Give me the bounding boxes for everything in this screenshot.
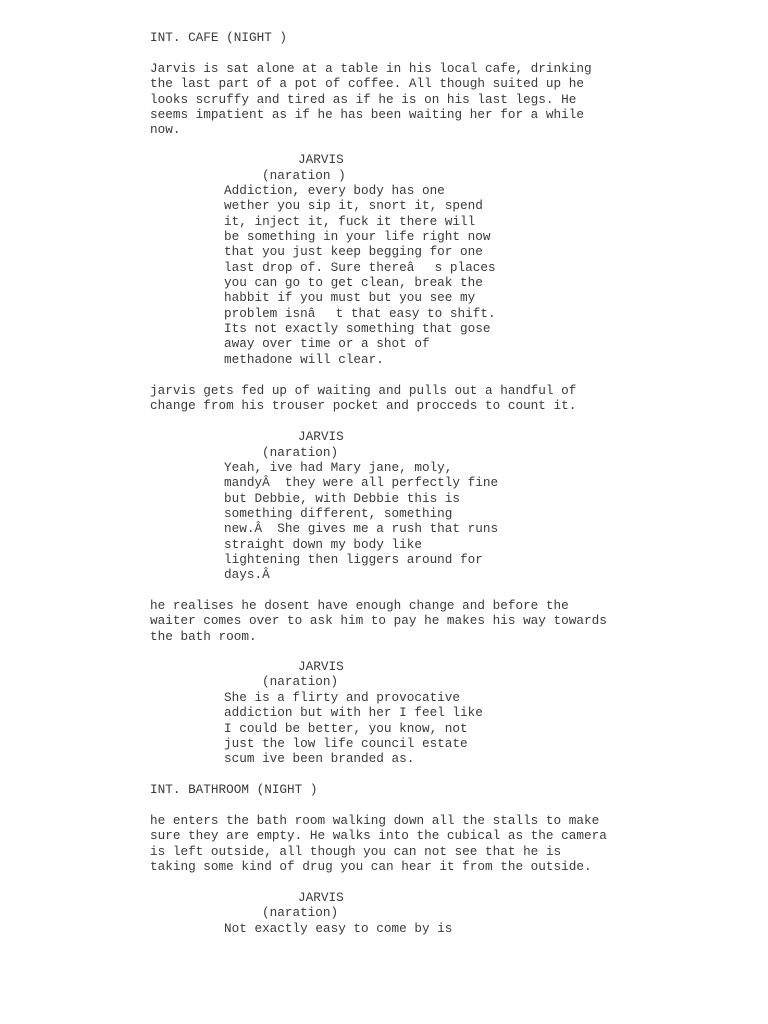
dialogue-block xyxy=(224,690,483,767)
script-line: Yeah, ive had Mary jane, moly, xyxy=(224,460,453,475)
scene-heading xyxy=(150,782,318,797)
script-line: it, inject it, fuck it there will xyxy=(224,213,476,229)
action-paragraph xyxy=(150,813,620,874)
script-line: (naration) xyxy=(262,445,339,460)
script-line: the last part of a pot of coffee. All though suited up he xyxy=(150,76,584,92)
script-line: is left outside, all though you can not see that he is xyxy=(150,843,562,859)
script-line: problem isnât that easy to shift. xyxy=(224,305,496,321)
script-line: last drop of. Sure thereâs places xyxy=(224,259,496,275)
action-paragraph xyxy=(150,61,620,138)
script-line: straight down my body like xyxy=(224,536,422,552)
script-line: you can go to get clean, break the xyxy=(224,275,483,291)
scene-heading xyxy=(150,30,287,45)
script-line: seems impatient as if he has been waiting her for a while xyxy=(150,107,584,123)
script-line: scum ive been branded as. xyxy=(224,751,415,767)
script-line: (naration) xyxy=(262,905,339,920)
script-line: (naration ) xyxy=(262,168,346,183)
script-line: I could be better, you know, not xyxy=(224,720,468,736)
script-line: Not exactly easy to come by is xyxy=(224,921,453,936)
dialogue-block xyxy=(224,183,496,367)
dialogue-block xyxy=(224,460,498,583)
script-line: looks scruffy and tired as if he is on his last legs. He xyxy=(150,91,577,107)
script-line: JARVIS xyxy=(298,890,344,905)
character-name xyxy=(298,429,344,444)
script-line: mandyÂ they were all perfectly fine xyxy=(224,475,499,491)
script-line: now. xyxy=(150,122,181,138)
character-name xyxy=(298,659,344,674)
script-line: addiction but with her I feel like xyxy=(224,705,483,721)
script-line: just the low life council estate xyxy=(224,736,468,752)
script-line: be something in your life right now xyxy=(224,229,491,245)
script-line: away over time or a shot of xyxy=(224,336,430,352)
script-line: the bath room. xyxy=(150,628,257,644)
script-line: taking some kind of drug you can hear it from the outside. xyxy=(150,859,592,875)
character-name xyxy=(298,152,344,167)
script-line: Its not exactly something that gose xyxy=(224,321,491,337)
character-name xyxy=(298,890,344,905)
script-line: INT. CAFE (NIGHT ) xyxy=(150,30,288,45)
script-line: lightening then liggers around for xyxy=(224,552,483,568)
script-line: Addiction, every body has one xyxy=(224,183,445,198)
script-line: but Debbie, with Debbie this is xyxy=(224,490,461,506)
parenthetical xyxy=(262,905,338,920)
script-line: JARVIS xyxy=(298,429,344,444)
dialogue-block xyxy=(224,921,452,936)
parenthetical xyxy=(262,674,338,689)
script-line: (naration) xyxy=(262,674,339,689)
script-line: new.Â She gives me a rush that runs xyxy=(224,521,499,537)
script-line: Jarvis is sat alone at a table in his local cafe, drinking xyxy=(150,61,592,76)
script-line: She is a flirty and provocative xyxy=(224,690,461,705)
script-line: JARVIS xyxy=(298,659,344,674)
parenthetical xyxy=(262,445,338,460)
script-line: wether you sip it, snort it, spend xyxy=(224,198,483,214)
script-line: INT. BATHROOM (NIGHT ) xyxy=(150,782,318,797)
script-line: he realises he dosent have enough change and before the xyxy=(150,598,569,613)
script-line: methadone will clear. xyxy=(224,351,384,367)
script-line: days.Â xyxy=(224,567,270,583)
action-paragraph xyxy=(150,383,620,414)
parenthetical xyxy=(262,168,346,183)
script-line: something different, something xyxy=(224,506,453,522)
script-line: waiter comes over to ask him to pay he makes his way towards xyxy=(150,613,607,629)
script-line: change from his trouser pocket and procceds to count it. xyxy=(150,398,577,414)
script-line: jarvis gets fed up of waiting and pulls out a handful of xyxy=(150,383,577,398)
script-line: he enters the bath room walking down all the stalls to make xyxy=(150,813,600,828)
script-line: sure they are empty. He walks into the cubical as the camera xyxy=(150,828,607,844)
script-line: JARVIS xyxy=(298,152,344,167)
action-paragraph xyxy=(150,598,620,644)
script-line: that you just keep begging for one xyxy=(224,244,483,260)
script-line: habbit if you must but you see my xyxy=(224,290,476,306)
